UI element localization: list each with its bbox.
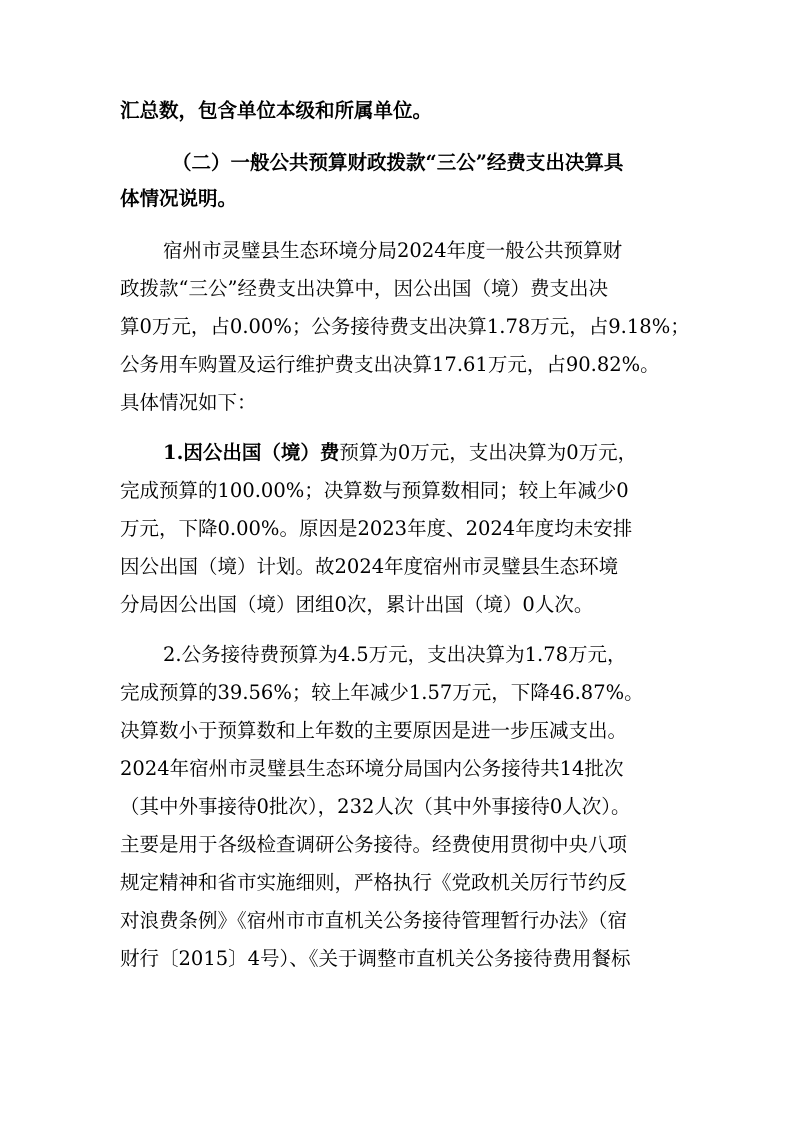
summary-line-2: 政拨款“三公”经费支出决算中，因公出国（境）费支出决 [120,277,608,300]
summary-line-4: 公务用车购置及运行维护费支出决算17.61万元，占90.82%。 [120,353,660,376]
item-1-line-3: 万元，下降0.00%。原因是2023年度、2024年度均未安排 [120,517,633,540]
item-2-line-9: 财行〔2015〕4号）、《关于调整市直机关公务接待费用餐标 [120,947,631,970]
item-2-line-5: （其中外事接待0批次），232人次（其中外事接待0人次）。 [120,795,631,818]
item-1-label: 1.因公出国（境）费 [163,441,340,464]
paragraph-continuation: 汇总数，包含单位本级和所属单位。 [120,99,433,122]
item-1-line-4: 因公出国（境）计划。故2024年度宿州市灵璧县生态环境 [120,555,619,578]
section-heading-line-2: 体情况说明。 [120,187,238,210]
item-2-line-4: 2024年宿州市灵璧县生态环境分局国内公务接待共14批次 [120,757,624,780]
item-2-line-7: 规定精神和省市实施细则，严格执行《党政机关厉行节约反 [120,871,628,894]
item-1-line-2: 完成预算的100.00%；决算数与预算数相同；较上年减少0 [120,479,629,502]
item-1-line-5: 分局因公出国（境）团组0次，累计出国（境）0人次。 [120,593,594,616]
item-2-line-3: 决算数小于预算数和上年数的主要原因是进一步压减支出。 [120,719,628,742]
item-2-line-1: 2.公务接待费预算为4.5万元，支出决算为1.78万元， [163,643,627,666]
summary-line-5: 具体情况如下： [120,391,257,414]
item-2-line-8: 对浪费条例》《宿州市市直机关公务接待管理暂行办法》（宿 [120,909,628,932]
item-2-line-2: 完成预算的39.56%；较上年减少1.57万元，下降46.87%。 [120,681,644,704]
item-2-line-6: 主要是用于各级检查调研公务接待。经费使用贯彻中央八项 [120,833,628,856]
summary-line-1: 宿州市灵璧县生态环境分局2024年度一般公共预算财 [163,239,623,262]
item-1-line-1 [163,441,793,465]
summary-line-3: 算0万元，占0.00%；公务接待费支出决算1.78万元，占9.18%； [120,315,690,338]
item-1-text: 预算为0万元，支出决算为0万元， [339,441,638,464]
section-heading-line-1: （二）一般公共预算财政拨款“三公”经费支出决算具 [172,151,624,174]
